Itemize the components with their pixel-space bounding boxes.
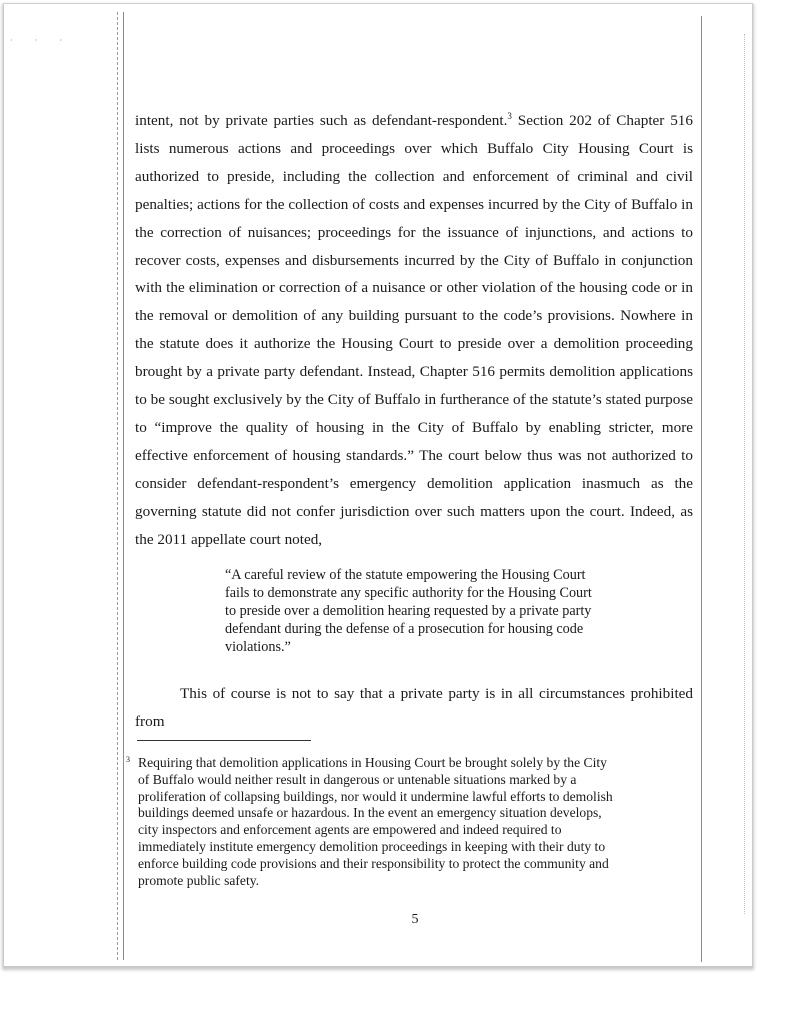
body-paragraph-2: This of course is not to say that a private party is in all circumstances prohibited from	[135, 685, 693, 730]
right-edge-dotted-rule	[744, 34, 745, 914]
footnote-line: enforce building code provisions and their responsibility to protect the community and	[138, 855, 609, 871]
left-margin-rule-inner	[123, 12, 124, 960]
block-quote-line: to preside over a demolition hearing requested by a private party	[225, 602, 592, 619]
right-margin-rule	[701, 16, 702, 962]
block-quote	[225, 567, 645, 657]
body-paragraph-1	[135, 107, 693, 554]
left-margin-rule-outer	[117, 12, 118, 960]
footnote-mark: 3	[126, 755, 130, 764]
block-quote-line: fails to demonstrate any specific authority for the Housing Court	[225, 584, 592, 601]
footnote-line: immediately institute emergency demolition proceedings in keeping with their duty to	[138, 838, 606, 854]
footnote-line: city inspectors and enforcement agents are empowered and indeed required to	[138, 822, 562, 838]
scan-specks: · · ·	[10, 36, 72, 45]
paragraph-1-opening: intent, not by private parties such as defendant-respondent.	[135, 112, 508, 129]
footnote-separator	[137, 740, 311, 741]
footnote-3	[126, 755, 646, 889]
footnote-line: proliferation of collapsing buildings, nor would it undermine lawful efforts to demolish	[138, 788, 613, 804]
block-quote-line: “A careful review of the statute empowering the Housing Court	[225, 567, 586, 583]
paragraph-1-continuation: Section 202 of Chapter 516 lists numerous actions and proceedings over which Buffalo City Housing Court is authorized to preside, including the collection and enforcement of criminal and civil penalties; actions for the collection of costs and expenses incurred by the City of Buffalo in the correction of nuisances; proceedings for the issuance of injunctions, and actions to recover costs, expenses and disbursements incurred by the City of Buffalo in conjunction with the elimination or correction of a nuisance or other violation of the housing code or in the removal or demolition of any building pursuant to the code’s provisions. Nowhere in the statute does it authorize the Housing Court to preside over a demolition proceeding brought by a private party defendant. Instead, Chapter 516 permits demolition applications to be sought exclusively by the City of Buffalo in furtherance of the statute’s stated purpose to “improve the quality of housing in the City of Buffalo by enabling stricter, more effective enforcement of housing standards.” The court below thus was not authorized to consider defendant-respondent’s emergency demolition application inasmuch as the governing statute did not confer jurisdiction over such matters upon the court. Indeed, as the 2011 appellate court noted,	[135, 112, 693, 548]
footnote-text	[138, 755, 646, 889]
footnote-line: promote public safety.	[138, 872, 260, 888]
footnote-line: of Buffalo would neither result in dangerous or untenable situations marked by a	[138, 771, 577, 787]
block-quote-line: violations.”	[225, 638, 291, 655]
footnote-reference-3[interactable]: 3	[507, 111, 512, 121]
block-quote-line: defendant during the defense of a prosecution for housing code	[225, 620, 584, 637]
page-number: 5	[411, 912, 419, 927]
footnote-line: Requiring that demolition applications in Housing Court be brought solely by the City	[138, 755, 607, 770]
footnote-line: buildings deemed unsafe or hazardous. In the event an emergency situation develops,	[138, 805, 602, 821]
